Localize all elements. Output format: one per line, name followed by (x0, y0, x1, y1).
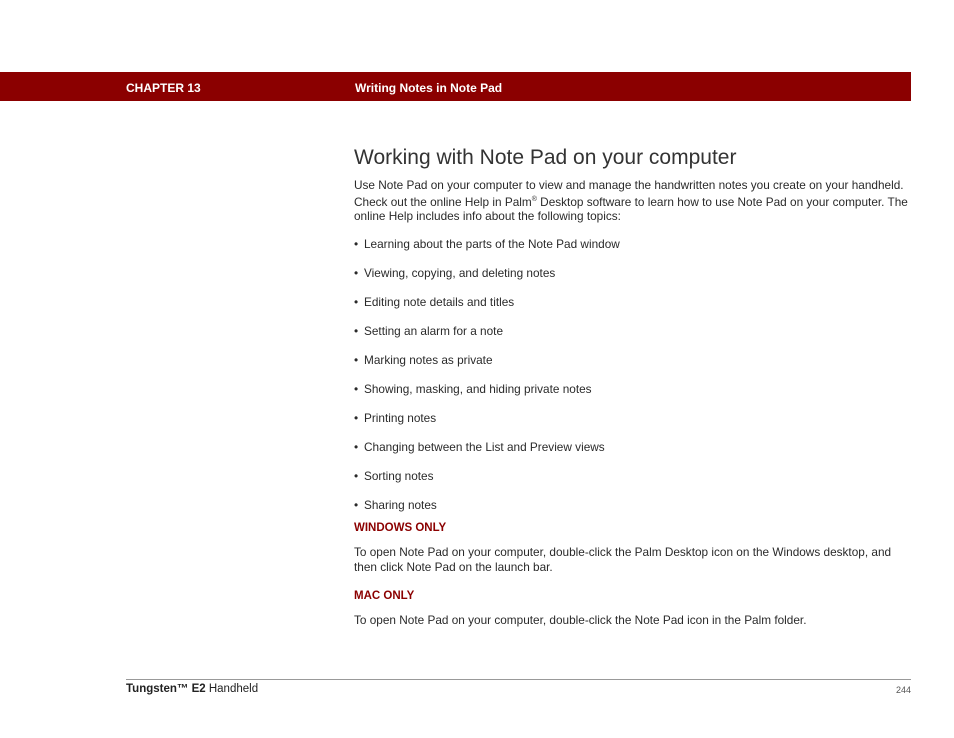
chapter-label: CHAPTER 13 (126, 81, 201, 95)
list-item (354, 469, 914, 498)
bullet: • (354, 324, 359, 339)
intro-paragraph (354, 178, 914, 223)
windows-paragraph: To open Note Pad on your computer, double-click the Palm Desktop icon on the Windows desktop, and then click Note Pad on the launch bar. (354, 545, 892, 575)
topics-list (354, 237, 914, 527)
list-item (354, 411, 914, 440)
list-item (354, 324, 914, 353)
page-title: Working with Note Pad on your computer (354, 146, 737, 169)
topic-text: Marking notes as private (364, 353, 493, 368)
product-name: Tungsten™ E2 (126, 683, 206, 695)
topic-text: Sharing notes (364, 498, 437, 513)
registered-mark: ® (531, 195, 537, 203)
chapter-banner (0, 72, 911, 101)
list-item (354, 266, 914, 295)
topic-text: Printing notes (364, 411, 437, 426)
bullet: • (354, 382, 359, 397)
topic-text: Viewing, copying, and deleting notes (364, 266, 556, 281)
intro-text-1: Use Note Pad on your computer to view and manage the handwritten notes you create on your handheld. Check out the online Help in Palm (354, 178, 904, 209)
bullet: • (354, 353, 359, 368)
topic-text: Editing note details and titles (364, 295, 515, 310)
bullet: • (354, 411, 359, 426)
list-item (354, 440, 914, 469)
bullet: • (354, 498, 359, 513)
list-item (354, 295, 914, 324)
product-suffix: Handheld (205, 683, 259, 695)
footer-divider (126, 679, 911, 680)
topic-text: Setting an alarm for a note (364, 324, 504, 339)
chapter-title: Writing Notes in Note Pad (355, 81, 503, 95)
intro-text-2: Desktop software to learn how to use Note Pad on your computer. The online Help includes info about the following topics: (354, 194, 908, 223)
bullet: • (354, 440, 359, 455)
list-item (354, 237, 914, 266)
bullet: • (354, 295, 359, 310)
bullet: • (354, 469, 359, 484)
bullet: • (354, 237, 359, 252)
windows-heading: WINDOWS ONLY (354, 522, 447, 535)
page-number: 244 (895, 685, 911, 695)
main-content (354, 144, 914, 628)
topic-text: Changing between the List and Preview views (364, 440, 605, 455)
mac-paragraph: To open Note Pad on your computer, double-click the Note Pad icon in the Palm folder. (354, 613, 807, 628)
list-item (354, 382, 914, 411)
topic-text: Showing, masking, and hiding private notes (364, 382, 592, 397)
footer-product (126, 683, 258, 695)
bullet: • (354, 266, 359, 281)
topic-text: Learning about the parts of the Note Pad window (364, 237, 620, 252)
list-item (354, 353, 914, 382)
mac-heading: MAC ONLY (354, 590, 415, 603)
topic-text: Sorting notes (364, 469, 434, 484)
